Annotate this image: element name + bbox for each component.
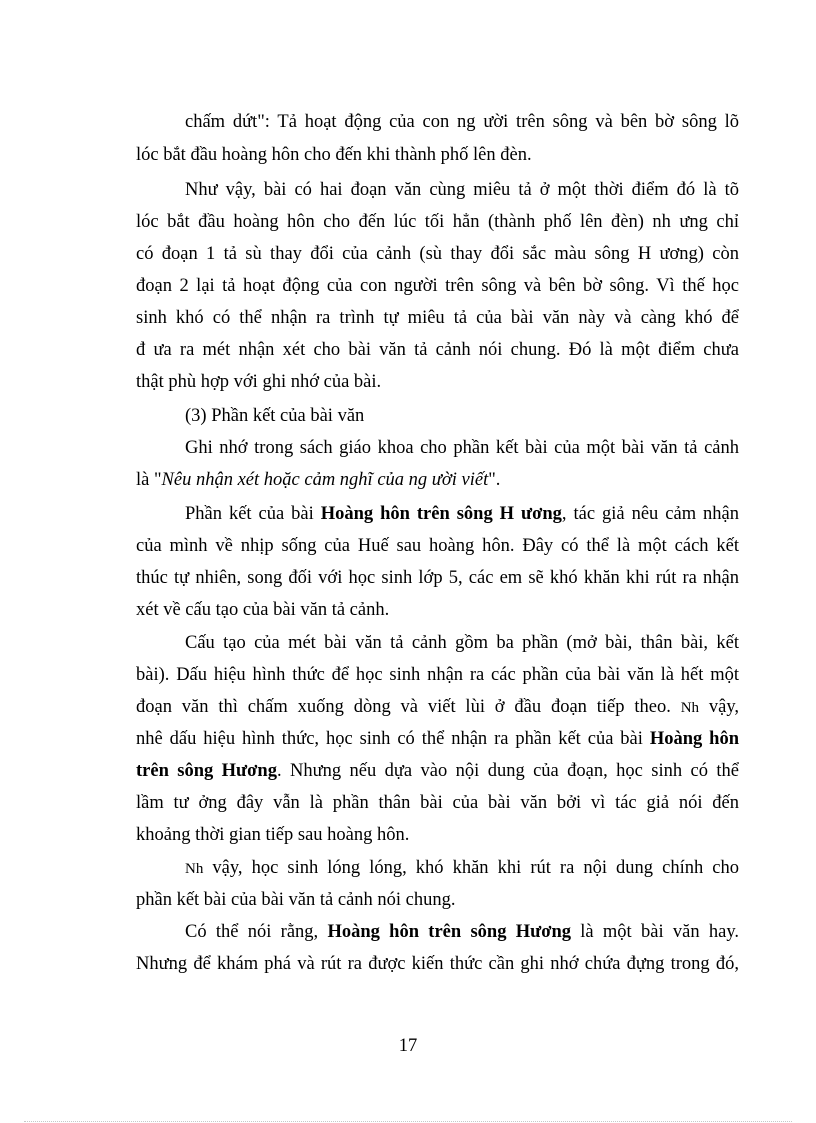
text-span: Phần kết của bài: [185, 504, 321, 524]
text-line: [136, 952, 739, 976]
text-line: [136, 242, 739, 266]
text-span: của mình về nhịp sống của Huế sau hoàng hôn. Đây có thể là một cách kết: [136, 536, 739, 556]
bold-text: trên sông Hương: [136, 761, 277, 781]
text-span: chấm dứt": Tả hoạt động của con ng ười trên sông và bên bờ sông lõ: [185, 112, 739, 132]
page-bottom-rule: [24, 1121, 792, 1122]
text-line: [136, 274, 739, 298]
text-line: [136, 143, 739, 167]
bold-text: Hoàng hôn trên sông H ương: [320, 504, 562, 524]
text-line: [136, 920, 739, 944]
text-span: có đoạn 1 tả sù thay đổi của cảnh (sù thay đổi sắc màu sông H ương) còn: [136, 244, 739, 264]
text-span: lóc bắt đầu hoàng hôn cho đến khi thành phố lên đèn.: [136, 145, 532, 165]
text-line: [136, 663, 739, 687]
text-span: Nh: [185, 861, 204, 877]
text-span: sinh khó có thể nhận ra trình tự miêu tả của bài văn này và càng khó để: [136, 308, 739, 328]
text-span: đ ưa ra mét nhận xét cho bài văn tả cảnh nói chung. Đó là một điểm chưa: [136, 340, 739, 360]
text-line: [136, 110, 739, 134]
text-span: , tác giả nêu cảm nhận: [561, 504, 739, 524]
italic-text: Nêu nhận xét hoặc cảm nghĩ của ng ười viết: [161, 470, 489, 490]
text-span: bài). Dấu hiệu hình thức để học sinh nhận ra các phần của bài văn là hết một: [136, 665, 739, 685]
text-span: khoảng thời gian tiếp sau hoàng hôn.: [136, 825, 410, 845]
text-span: vậy,: [699, 697, 740, 717]
text-span: thật phù hợp với ghi nhớ của bài.: [136, 372, 382, 392]
text-span: Nh: [680, 700, 700, 716]
text-line: [136, 888, 739, 912]
text-line: [136, 502, 739, 526]
text-span: là một bài văn hay.: [571, 922, 740, 942]
text-span: . Nhưng nếu dựa vào nội dung của đoạn, học sinh có thể: [276, 761, 739, 781]
text-span: đoạn văn thì chấm xuống dòng và viết lùi ở đầu đoạn tiếp theo.: [136, 697, 681, 717]
text-span: Cấu tạo của mét bài văn tả cảnh gồm ba phần (mở bài, thân bài, kết: [185, 633, 739, 653]
text-span: là ": [136, 470, 162, 490]
bold-text: Hoàng hôn trên sông Hương: [327, 922, 571, 942]
text-line: [136, 306, 739, 330]
text-line: [136, 598, 739, 622]
text-line: [136, 534, 739, 558]
text-span: xét về cấu tạo của bài văn tả cảnh.: [136, 600, 390, 620]
text-line: [136, 631, 739, 655]
text-span: Ghi nhớ trong sách giáo khoa cho phần kết bài của một bài văn tả cảnh: [185, 438, 739, 458]
text-line: [136, 436, 739, 460]
text-line: [136, 823, 739, 847]
text-line: [136, 404, 739, 428]
text-span: phần kết bài của bài văn tả cảnh nói chung.: [136, 890, 456, 910]
text-line: [136, 759, 739, 783]
text-span: Có thể nói rằng,: [185, 922, 328, 942]
text-span: thúc tự nhiên, song đối với học sinh lớp 5, các em sẽ khó khăn khi rút ra nhận: [136, 568, 739, 588]
text-line: [136, 791, 739, 815]
text-line: [136, 370, 739, 394]
text-line: [136, 468, 739, 492]
text-line: [136, 856, 739, 881]
text-line: [136, 178, 739, 202]
text-span: lóc bắt đầu hoàng hôn cho đến lúc tối hẳn (thành phố lên đèn) nh ưng chỉ: [136, 212, 739, 232]
text-span: Nhưng để khám phá và rút ra được kiến thức cần ghi nhớ chứa đựng trong đó,: [136, 954, 739, 974]
text-line: [136, 338, 739, 362]
text-line: [136, 566, 739, 590]
page-number: 17: [398, 1036, 418, 1056]
bold-text: Hoàng hôn: [649, 729, 739, 749]
text-span: Như vậy, bài có hai đoạn văn cùng miêu tả ở một thời điểm đó là tõ: [185, 180, 739, 200]
text-span: (3) Phần kết của bài văn: [185, 406, 365, 426]
text-line: [136, 210, 739, 234]
text-span: vậy, học sinh lóng lóng, khó khăn khi rút ra nội dung chính cho: [203, 858, 739, 878]
text-line: [136, 695, 739, 720]
text-span: lầm tư ởng đây vẫn là phần thân bài của bài văn bởi vì tác giả nói đến: [136, 793, 739, 813]
text-span: đoạn 2 lại tả hoạt động của con người trên sông và bên bờ sông. Vì thế học: [136, 276, 739, 296]
text-span: ".: [488, 470, 501, 490]
text-line: [136, 727, 739, 751]
text-span: nhê dấu hiệu hình thức, học sinh có thể nhận ra phần kết của bài: [136, 729, 650, 749]
